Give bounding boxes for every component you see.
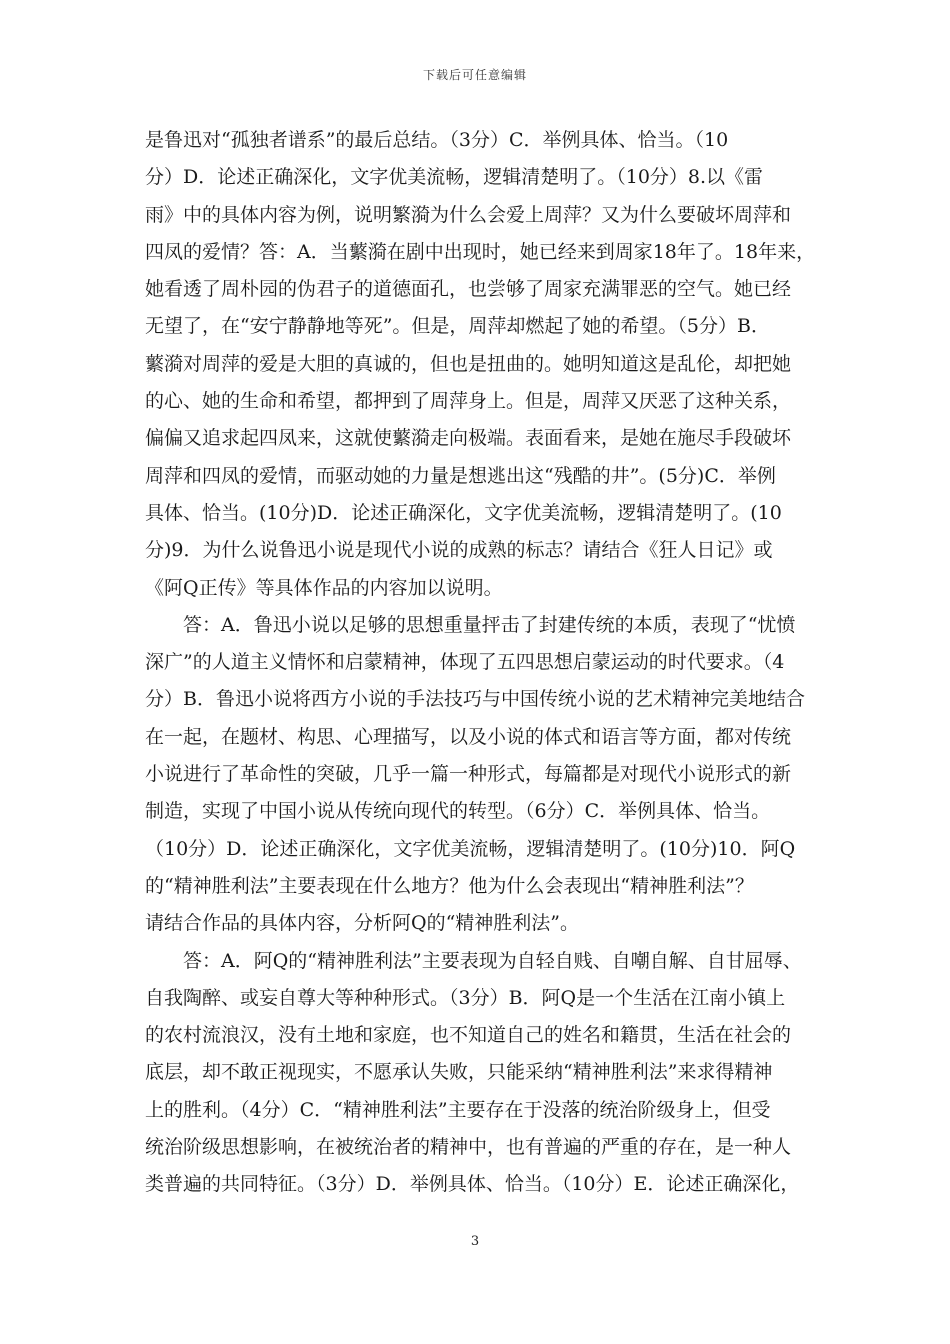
text-line: 的“精神胜利法”主要表现在什么地方？他为什么会表现出“精神胜利法”？ <box>145 874 754 897</box>
text-line: 请结合作品的具体内容，分析阿Q的“精神胜利法”。 <box>145 912 580 935</box>
text-line: 具体、恰当。(10分)D．论述正确深化，文字优美流畅，逻辑清楚明了。(10 <box>145 501 782 524</box>
text-line: 上的胜利。（4分）C．“精神胜利法”主要存在于没落的统治阶级身上，但受 <box>145 1098 771 1121</box>
text-line: 周萍和四凤的爱情，而驱动她的力量是想逃出这“残酷的井”。(5分)C．举例 <box>145 464 776 487</box>
page-number: 3 <box>470 1234 480 1249</box>
text-line: 无望了，在“安宁静静地等死”。但是，周萍却燃起了她的希望。（5分）B． <box>145 315 770 338</box>
text-line: 自我陶醉、或妄自尊大等种种形式。（3分）B．阿Q是一个生活在江南小镇上 <box>145 986 786 1009</box>
text-line: 的心、她的生命和希望，都押到了周萍身上。但是，周萍又厌恶了这种关系， <box>145 390 792 413</box>
text-line: 《阿Q正传》等具体作品的内容加以说明。 <box>145 576 503 599</box>
text-line: 分）B．鲁迅小说将西方小说的手法技巧与中国传统小说的艺术精神完美地结合 <box>145 688 805 711</box>
text-line: 她看透了周朴园的伪君子的道德面孔，也尝够了周家充满罪恶的空气。她已经 <box>145 278 792 301</box>
text-line: 答：A．阿Q的“精神胜利法”主要表现为自轻自贱、自嘲自解、自甘屈辱、 <box>183 949 802 972</box>
text-line: 答：A．鲁迅小说以足够的思想重量抨击了封建传统的本质，表现了“忧愤 <box>183 613 796 636</box>
text-line: 统治阶级思想影响，在被统治者的精神中，也有普遍的严重的存在，是一种人 <box>145 1136 792 1159</box>
text-line: 分)9．为什么说鲁迅小说是现代小说的成熟的标志？请结合《狂人日记》或 <box>145 539 773 562</box>
text-line: 在一起，在题材、构思、心理描写，以及小说的体式和语言等方面，都对传统 <box>145 725 792 748</box>
text-line: 的农村流浪汉，没有土地和家庭，也不知道自己的姓名和籍贯，生活在社会的 <box>145 1024 792 1047</box>
paragraph-3 <box>145 943 815 1204</box>
text-line: 小说进行了革命性的突破，几乎一篇一种形式，每篇都是对现代小说形式的新 <box>145 763 792 786</box>
text-line: 深广”的人道主义情怀和启蒙精神，体现了五四思想启蒙运动的时代要求。（4 <box>145 651 785 674</box>
page-header: 下载后可任意编辑 <box>422 68 527 82</box>
text-line: 是鲁迅对“孤独者谱系”的最后总结。（3分）C．举例具体、恰当。（10 <box>145 129 729 151</box>
text-line: 雨》中的具体内容为例，说明繁漪为什么会爱上周萍？又为什么要破坏周萍和 <box>145 203 792 226</box>
text-line: 制造，实现了中国小说从传统向现代的转型。（6分）C．举例具体、恰当。 <box>145 800 771 823</box>
text-line: 四凤的爱情？答：A．当蘩漪在剧中出现时，她已经来到周家18年了。18年来， <box>145 240 816 263</box>
text-line: 类普遍的共同特征。（3分）D．举例具体、恰当。（10分）E．论述正确深化， <box>145 1173 800 1196</box>
document-body <box>145 122 815 1204</box>
text-line: （10分）D．论述正确深化，文字优美流畅，逻辑清楚明了。(10分)10．阿Q <box>145 837 796 860</box>
paragraph-1 <box>145 122 815 607</box>
text-line: 偏偏又追求起四凤来，这就使蘩漪走向极端。表面看来，是她在施尽手段破坏 <box>145 427 792 450</box>
text-line: 蘩漪对周萍的爱是大胆的真诚的，但也是扭曲的。她明知道这是乱伦，却把她 <box>145 352 792 375</box>
text-line: 分）D．论述正确深化，文字优美流畅，逻辑清楚明了。（10分）8.以《雷 <box>145 166 764 189</box>
paragraph-2 <box>145 607 815 943</box>
text-line: 底层，却不敢正视现实，不愿承认失败，只能采纳“精神胜利法”来求得精神 <box>145 1061 773 1084</box>
